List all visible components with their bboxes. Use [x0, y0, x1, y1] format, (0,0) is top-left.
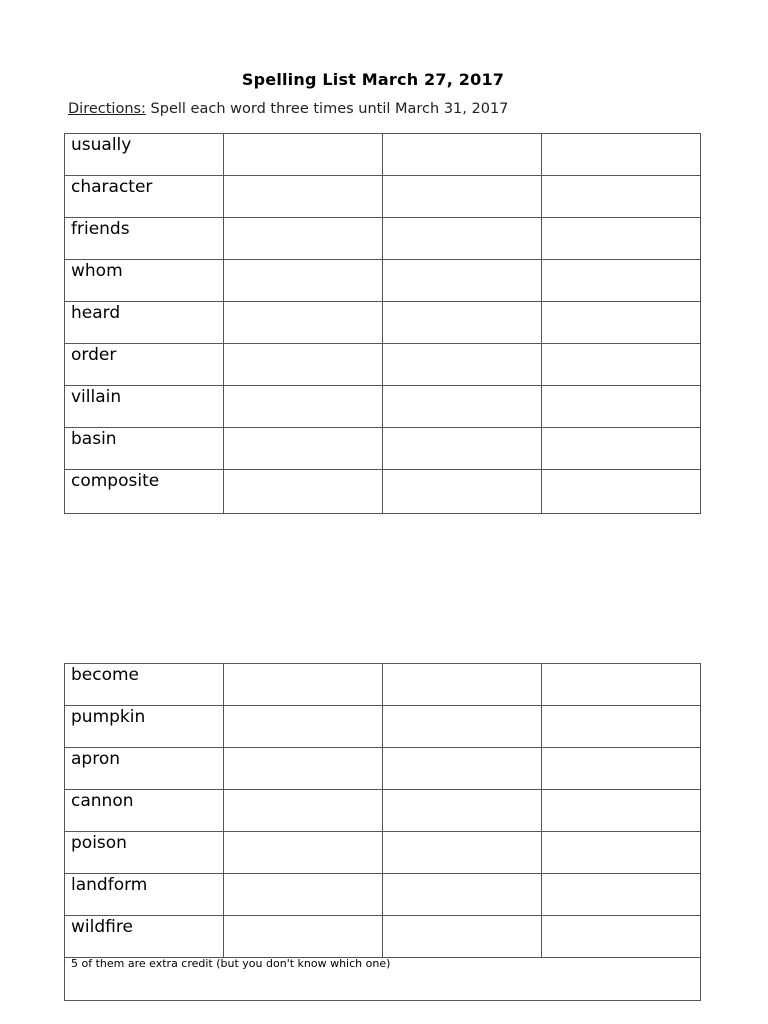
practice-cell[interactable]: [383, 664, 542, 706]
practice-cell[interactable]: [224, 916, 383, 958]
practice-cell[interactable]: [383, 706, 542, 748]
practice-cell[interactable]: [542, 664, 701, 706]
table-row: [65, 176, 701, 218]
practice-cell[interactable]: [224, 386, 383, 428]
word-cell: character: [65, 176, 224, 218]
practice-cell[interactable]: [542, 344, 701, 386]
word-cell: landform: [65, 874, 224, 916]
table-row: [65, 916, 701, 958]
extra-credit-note: 5 of them are extra credit (but you don't know which one): [65, 958, 701, 1001]
practice-cell[interactable]: [542, 790, 701, 832]
word-cell: poison: [65, 832, 224, 874]
practice-cell[interactable]: [224, 874, 383, 916]
practice-cell[interactable]: [542, 176, 701, 218]
practice-cell[interactable]: [383, 134, 542, 176]
practice-cell[interactable]: [224, 790, 383, 832]
word-cell: cannon: [65, 790, 224, 832]
practice-cell[interactable]: [542, 748, 701, 790]
practice-cell[interactable]: [224, 664, 383, 706]
table-row: [65, 218, 701, 260]
table-row: [65, 260, 701, 302]
practice-cell[interactable]: [542, 916, 701, 958]
practice-cell[interactable]: [383, 470, 542, 514]
table-row: [65, 428, 701, 470]
practice-cell[interactable]: [383, 748, 542, 790]
practice-cell[interactable]: [383, 302, 542, 344]
practice-cell[interactable]: [224, 218, 383, 260]
practice-cell[interactable]: [224, 344, 383, 386]
spelling-table-1: [64, 133, 701, 514]
table-row: [65, 302, 701, 344]
word-cell: pumpkin: [65, 706, 224, 748]
practice-cell[interactable]: [542, 470, 701, 514]
table-row: [65, 748, 701, 790]
practice-cell[interactable]: [542, 706, 701, 748]
word-cell: become: [65, 664, 224, 706]
directions-label: Directions:: [68, 101, 146, 117]
table-row: [65, 874, 701, 916]
practice-cell[interactable]: [224, 176, 383, 218]
word-cell: composite: [65, 470, 224, 514]
word-cell: usually: [65, 134, 224, 176]
word-cell: order: [65, 344, 224, 386]
practice-cell[interactable]: [224, 302, 383, 344]
practice-cell[interactable]: [542, 386, 701, 428]
note-row: [65, 958, 701, 1001]
practice-cell[interactable]: [383, 176, 542, 218]
practice-cell[interactable]: [383, 386, 542, 428]
word-cell: villain: [65, 386, 224, 428]
table-row: [65, 832, 701, 874]
table-row: [65, 470, 701, 514]
practice-cell[interactable]: [383, 260, 542, 302]
practice-cell[interactable]: [224, 134, 383, 176]
practice-cell[interactable]: [224, 470, 383, 514]
practice-cell[interactable]: [383, 916, 542, 958]
word-cell: apron: [65, 748, 224, 790]
word-cell: heard: [65, 302, 224, 344]
practice-cell[interactable]: [224, 832, 383, 874]
practice-cell[interactable]: [542, 832, 701, 874]
word-cell: wildfire: [65, 916, 224, 958]
table-row: [65, 344, 701, 386]
table-row: [65, 706, 701, 748]
practice-cell[interactable]: [542, 302, 701, 344]
page-title: Spelling List March 27, 2017: [241, 70, 505, 89]
word-cell: whom: [65, 260, 224, 302]
practice-cell[interactable]: [383, 790, 542, 832]
practice-cell[interactable]: [383, 218, 542, 260]
practice-cell[interactable]: [224, 706, 383, 748]
practice-cell[interactable]: [542, 260, 701, 302]
table-row: [65, 134, 701, 176]
word-cell: basin: [65, 428, 224, 470]
practice-cell[interactable]: [542, 134, 701, 176]
practice-cell[interactable]: [383, 832, 542, 874]
spelling-table-2: [64, 663, 701, 1001]
practice-cell[interactable]: [542, 218, 701, 260]
table-row: [65, 386, 701, 428]
word-cell: friends: [65, 218, 224, 260]
directions: [68, 101, 508, 117]
practice-cell[interactable]: [542, 874, 701, 916]
practice-cell[interactable]: [383, 428, 542, 470]
table-row: [65, 790, 701, 832]
practice-cell[interactable]: [224, 428, 383, 470]
practice-cell[interactable]: [224, 748, 383, 790]
table-row: [65, 664, 701, 706]
practice-cell[interactable]: [383, 874, 542, 916]
practice-cell[interactable]: [383, 344, 542, 386]
directions-text: Spell each word three times until March 31, 2017: [145, 101, 509, 117]
practice-cell[interactable]: [224, 260, 383, 302]
practice-cell[interactable]: [542, 428, 701, 470]
